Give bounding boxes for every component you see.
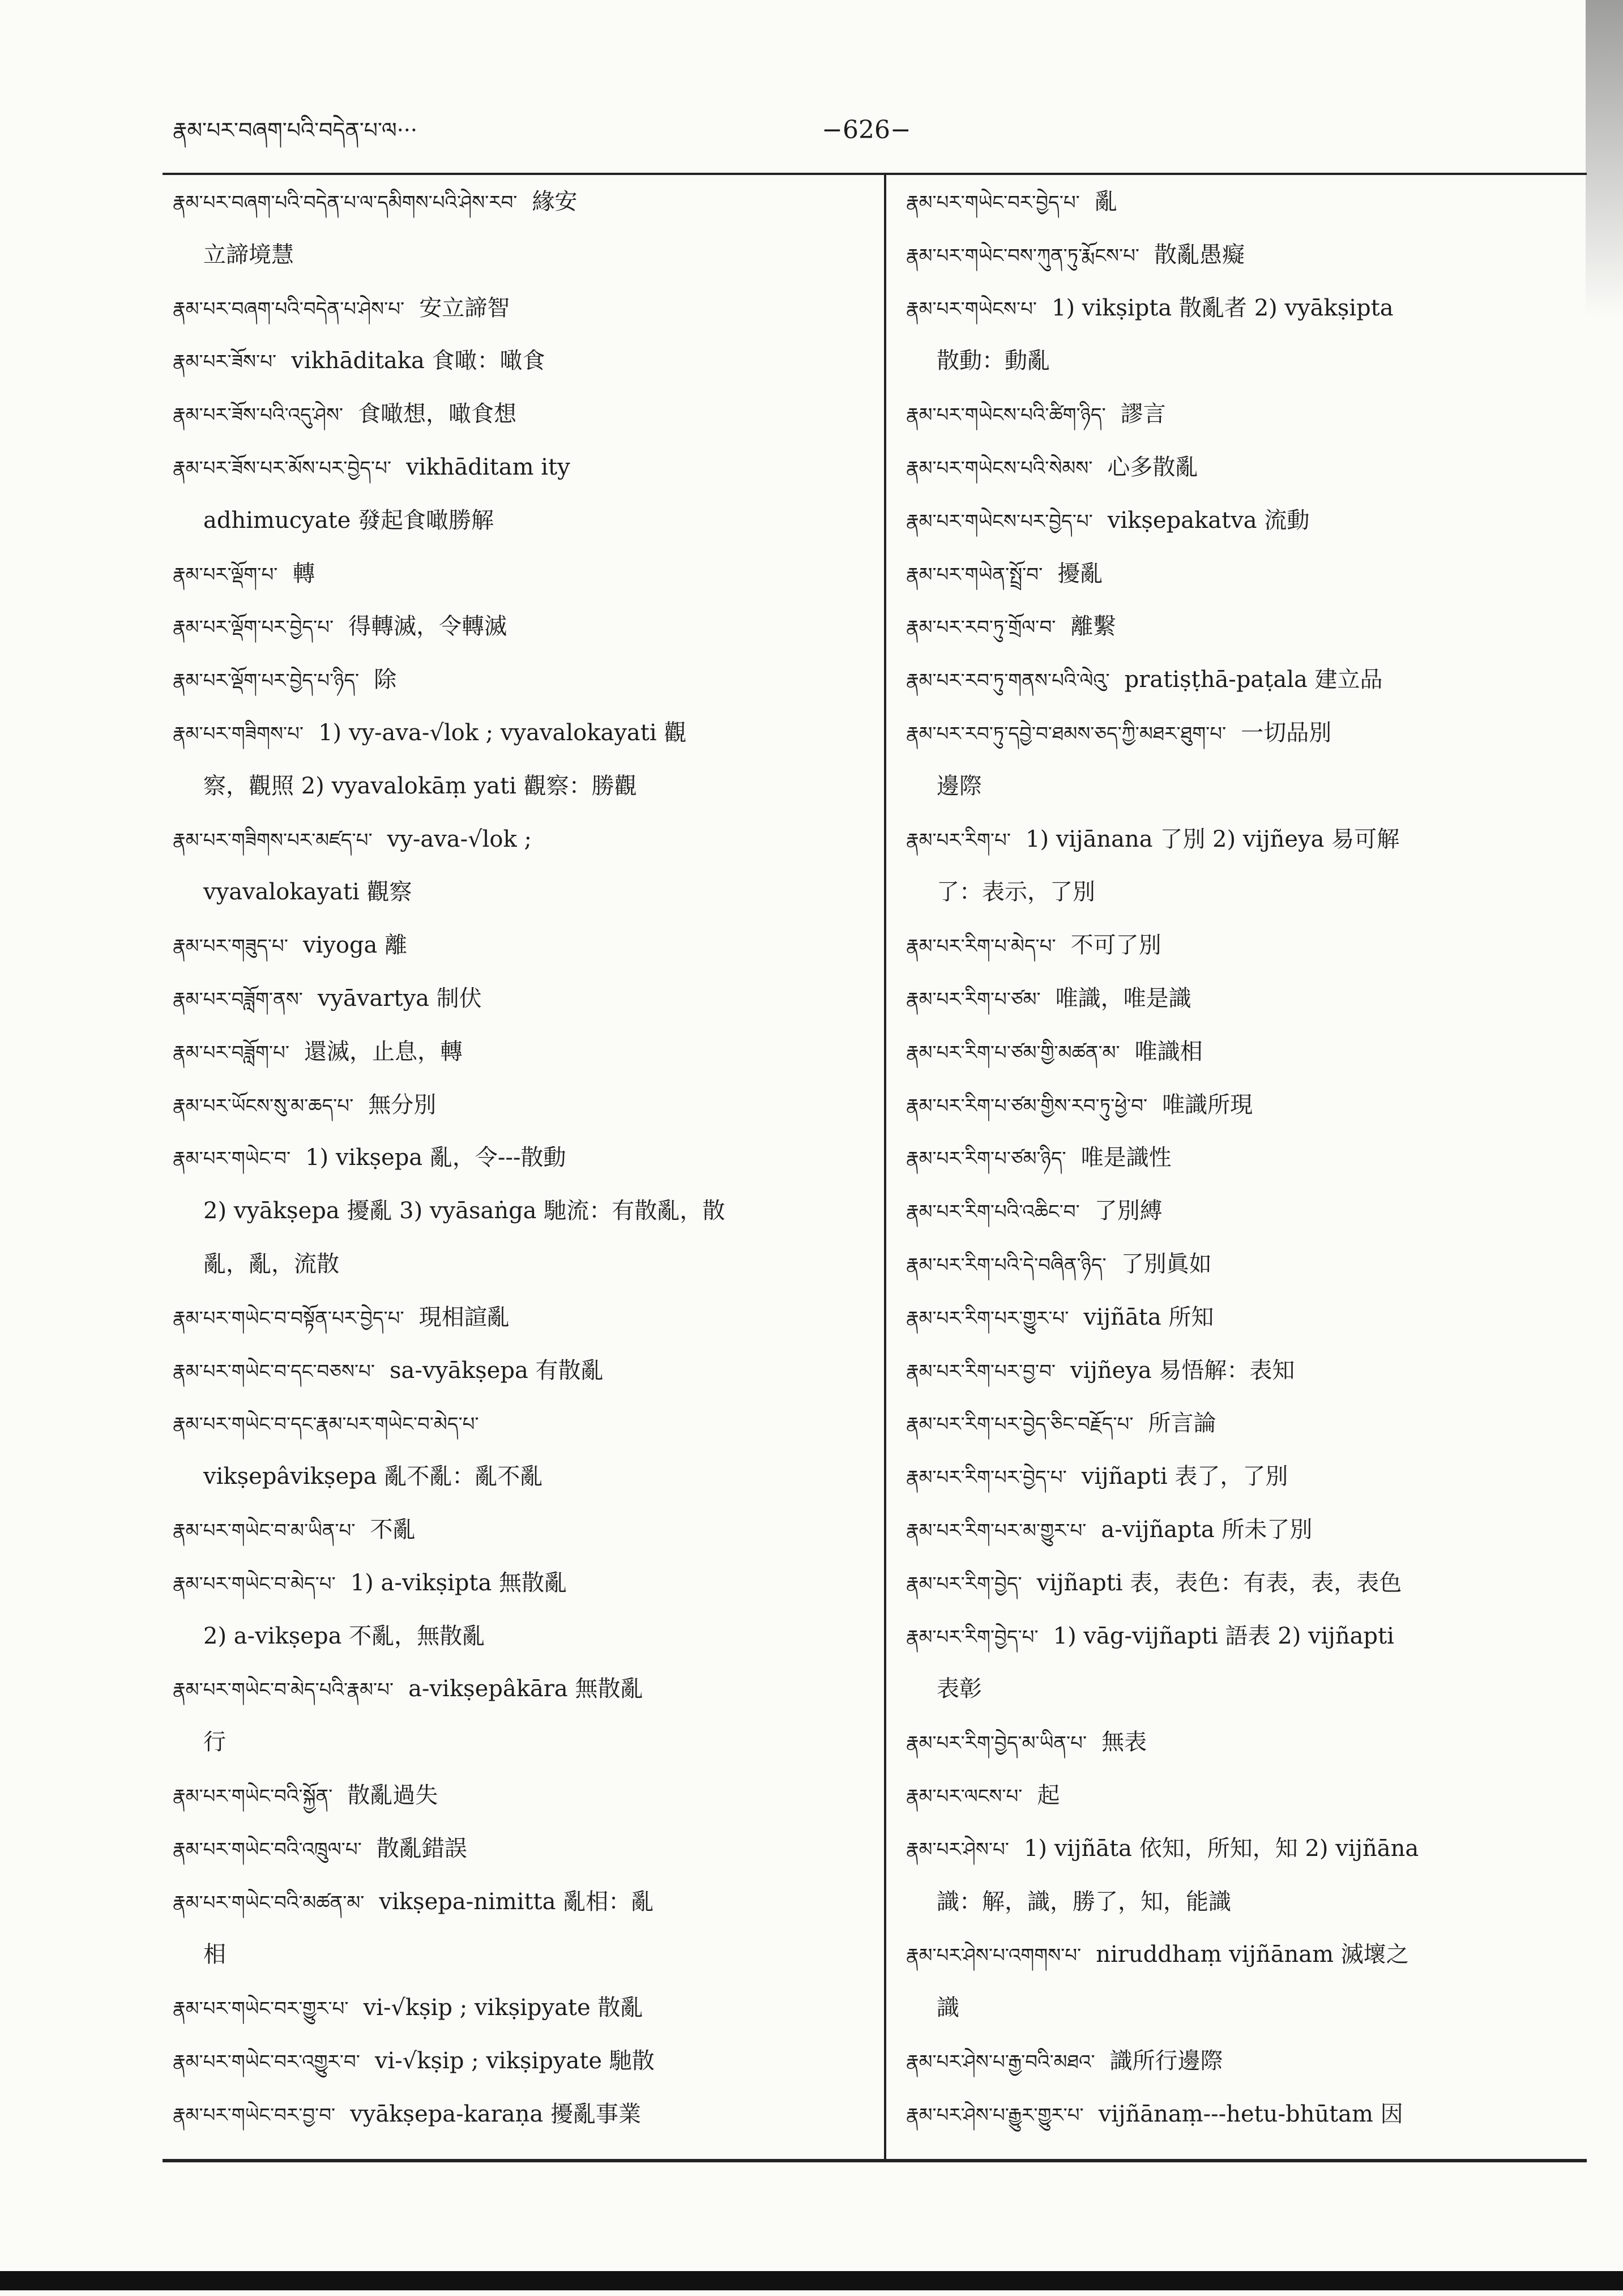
tibetan-headword: རྣམ་པར་གཡེང་བར་བྱ་བ་ xyxy=(173,2103,336,2127)
entry-line xyxy=(173,600,875,654)
tibetan-headword: རྣམ་པར་རིག་པ་མེད་པ་ xyxy=(906,935,1056,958)
entry-line xyxy=(173,2088,875,2141)
dictionary-entry xyxy=(906,1610,1580,1717)
entry-gloss-continuation: vyavalokayati 觀察 xyxy=(203,879,412,906)
entry-line xyxy=(906,1769,1580,1823)
tibetan-headword: རྣམ་པར་རིག་པ་ཙམ་གྱི་མཚན་མ་ xyxy=(906,1041,1120,1064)
entry-gloss: 唯識所現 xyxy=(1162,1091,1253,1118)
dictionary-entry xyxy=(173,1823,875,1876)
entry-gloss-continuation: 察，觀照 2) vyavalokāṃ yati 觀察：勝觀 xyxy=(203,773,637,799)
tibetan-headword: རྣམ་པར་རིག་བྱེད་པ་ xyxy=(906,1625,1039,1649)
entry-line xyxy=(173,282,875,335)
dictionary-entry xyxy=(906,1716,1580,1769)
footer-rule xyxy=(163,2159,1587,2162)
entry-gloss: 得轉滅，令轉滅 xyxy=(348,613,507,640)
entry-line xyxy=(906,919,1580,972)
tibetan-headword: རྣམ་པར་ཤེས་པ་འགགས་པ་ xyxy=(906,1944,1082,1968)
entry-line xyxy=(906,229,1580,282)
entry-gloss-continuation: vikṣepâvikṣepa 亂不亂：亂不亂 xyxy=(203,1463,543,1490)
dictionary-entry xyxy=(906,176,1580,229)
tibetan-headword: རྣམ་པར་རབ་ཏུ་དབྱེ་བ་ཐམས་ཅད་ཀྱི་མཐར་ཐུག་པ་ xyxy=(906,722,1227,745)
entry-line xyxy=(173,1982,875,2035)
dictionary-entry xyxy=(173,707,875,813)
entry-line xyxy=(173,1663,875,1716)
entry-line xyxy=(906,388,1580,441)
entry-gloss: sa-vyākṣepa 有散亂 xyxy=(389,1357,604,1384)
entry-line xyxy=(906,282,1580,335)
tibetan-headword: རྣམ་པར་གཡེངས་པའི་ཚིག་ཉིད་ xyxy=(906,404,1106,427)
tibetan-headword: རྣམ་པར་ལྡོག་པར་བྱེད་པ་ xyxy=(173,616,334,639)
entry-gloss: vijñeya 易悟解：表知 xyxy=(1070,1357,1295,1384)
dictionary-entry xyxy=(173,1769,875,1823)
entry-line xyxy=(906,1238,1580,1291)
tibetan-headword: རྣམ་པར་རིག་པ་ xyxy=(906,829,1011,852)
entry-line xyxy=(173,1079,875,1132)
entry-line xyxy=(173,1026,875,1079)
entry-line xyxy=(906,600,1580,654)
entry-line xyxy=(173,1557,875,1610)
entry-line xyxy=(173,813,875,867)
entry-gloss: 無表 xyxy=(1101,1729,1147,1756)
dictionary-entry xyxy=(173,548,875,601)
entry-line xyxy=(906,1610,1580,1663)
entry-gloss: vi-√kṣip ; vikṣipyate 馳散 xyxy=(374,2047,655,2074)
entry-line xyxy=(906,1132,1580,1185)
entry-line xyxy=(906,1557,1580,1610)
entry-gloss: vikṣepa-nimitta 亂相：亂 xyxy=(379,1888,654,1915)
entry-gloss-continuation: 邊際 xyxy=(937,773,982,799)
entry-gloss: a-vijñapta 所未了別 xyxy=(1101,1516,1313,1543)
entry-gloss: vikhāditam ity xyxy=(406,454,570,480)
entry-gloss: viyoga 離 xyxy=(302,932,408,959)
entry-gloss: 擾亂 xyxy=(1057,560,1103,587)
entry-gloss: niruddhaṃ vijñānam 滅壞之 xyxy=(1096,1941,1409,1968)
entry-line xyxy=(173,1397,875,1450)
entry-gloss: 除 xyxy=(374,667,397,693)
entry-line xyxy=(906,1716,1580,1769)
tibetan-headword: རྣམ་པར་གཡེང་བ་མ་ཡིན་པ་ xyxy=(173,1519,356,1542)
tibetan-headword: རྣམ་པར་གཡེང་བ་དང་རྣམ་པར་གཡེང་བ་མེད་པ་ xyxy=(173,1413,479,1436)
entry-line xyxy=(173,972,875,1026)
right-column xyxy=(906,176,1580,2142)
entry-line xyxy=(173,1504,875,1557)
entry-gloss: 所言論 xyxy=(1148,1410,1216,1437)
dictionary-entry xyxy=(906,1557,1580,1610)
entry-gloss-continuation: 了：表示，了別 xyxy=(937,879,1095,906)
entry-line xyxy=(173,176,875,229)
dictionary-entry xyxy=(906,1823,1580,1929)
entry-gloss: 起 xyxy=(1037,1782,1060,1808)
entry-line xyxy=(906,972,1580,1026)
dictionary-entry xyxy=(173,2088,875,2141)
entry-gloss: 謬言 xyxy=(1120,401,1166,428)
dictionary-entry xyxy=(173,1876,875,1982)
dictionary-entry xyxy=(173,1663,875,1769)
entry-gloss: 唯是識性 xyxy=(1080,1145,1172,1171)
tibetan-headword: རྣམ་པར་བཟློག་ནས་ xyxy=(173,988,303,1011)
entry-line xyxy=(906,1345,1580,1398)
entry-line xyxy=(906,813,1580,867)
entry-line xyxy=(906,707,1580,760)
entry-gloss: 1) vy-ava-√lok ; vyavalokayati 觀 xyxy=(318,719,687,746)
tibetan-headword: རྣམ་པར་གཡེང་བ་མེད་པའི་རྣམ་པ་ xyxy=(173,1679,394,1702)
dictionary-entry xyxy=(173,600,875,654)
dictionary-entry xyxy=(173,282,875,335)
tibetan-headword: རྣམ་པར་ཤེས་པ་ xyxy=(906,1838,1009,1861)
dictionary-entry xyxy=(173,1504,875,1557)
dictionary-entry xyxy=(906,1185,1580,1238)
entry-gloss-continuation: 散動：動亂 xyxy=(937,348,1050,374)
tibetan-headword: རྣམ་པར་གཡེན་སྤྲོ་བ་ xyxy=(906,563,1043,586)
tibetan-headword: རྣམ་པར་གཟིགས་པ་ xyxy=(173,722,304,745)
entry-gloss-continuation: adhimucyate 發起食噉勝解 xyxy=(203,507,494,534)
entry-line xyxy=(906,1291,1580,1345)
entry-gloss: 1) vijānana 了別 2) vijñeya 易可解 xyxy=(1026,826,1400,852)
running-head: རྣམ་པར་བཞག་པའི་བདེན་པ་ལ··· xyxy=(173,118,417,143)
entry-gloss: 還滅，止息，轉 xyxy=(304,1038,463,1065)
dictionary-entry xyxy=(173,1982,875,2035)
entry-gloss-continuation: 識 xyxy=(937,1995,959,2021)
entry-line xyxy=(173,335,875,388)
entry-line xyxy=(906,1450,1580,1504)
entry-line xyxy=(173,388,875,441)
dictionary-entry xyxy=(906,282,1580,389)
dictionary-entry xyxy=(906,1450,1580,1504)
entry-gloss: 散亂錯誤 xyxy=(376,1835,467,1862)
page-number: −626− xyxy=(822,116,911,144)
entry-gloss-continuation: 表彰 xyxy=(937,1676,982,1702)
entry-gloss: vikhāditaka 食噉：噉食 xyxy=(291,348,545,374)
entry-line xyxy=(173,707,875,760)
dictionary-entry xyxy=(173,1026,875,1079)
dictionary-entry xyxy=(173,654,875,707)
tibetan-headword: རྣམ་པར་ཟོས་པ་ xyxy=(173,351,277,374)
entry-gloss: 散亂過失 xyxy=(347,1782,438,1808)
dictionary-entry xyxy=(906,1026,1580,1079)
entry-line xyxy=(173,2035,875,2088)
entry-line xyxy=(906,654,1580,707)
tibetan-headword: རྣམ་པར་རིག་པ་ཙམ་ཉིད་ xyxy=(906,1147,1066,1171)
entry-gloss: 1) vāg-vijñapti 語表 2) vijñapti xyxy=(1053,1623,1394,1649)
entry-line xyxy=(906,1397,1580,1450)
dictionary-entry xyxy=(906,1238,1580,1291)
tibetan-headword: རྣམ་པར་ཟོས་པའི་འདུ་ཤེས་ xyxy=(173,404,344,427)
tibetan-headword: རྣམ་པར་བཞག་པའི་བདེན་པ་ཤེས་པ་ xyxy=(173,297,405,321)
dictionary-entry xyxy=(906,707,1580,813)
tibetan-headword: རྣམ་པར་གཡེང་བ་དང་བཅས་པ་ xyxy=(173,1360,375,1383)
dictionary-entry xyxy=(906,1132,1580,1185)
dictionary-entry xyxy=(906,600,1580,654)
dictionary-entry xyxy=(906,2035,1580,2088)
dictionary-entry xyxy=(906,972,1580,1026)
entry-line xyxy=(906,1823,1580,1876)
entry-gloss-continuation: 相 xyxy=(203,1941,226,1968)
entry-gloss: vijñapti 表了，了別 xyxy=(1081,1463,1288,1490)
tibetan-headword: རྣམ་པར་རབ་ཏུ་གྲོལ་བ་ xyxy=(906,616,1056,639)
dictionary-entry xyxy=(173,1557,875,1663)
tibetan-headword: རྣམ་པར་རིག་པར་བྱེད་པ་ xyxy=(906,1466,1067,1490)
tibetan-headword: རྣམ་པར་གཡེང་བ་བསྟོན་པར་བྱེད་པ་ xyxy=(173,1307,404,1330)
entry-gloss: vyāvartya 制伏 xyxy=(317,985,482,1012)
entry-line xyxy=(906,2088,1580,2141)
dictionary-entry xyxy=(906,1504,1580,1557)
entry-gloss: vikṣepakatva 流動 xyxy=(1107,507,1310,534)
entry-gloss: vijñapti 表，表色：有表，表，表色 xyxy=(1036,1569,1402,1596)
entry-gloss: 心多散亂 xyxy=(1107,454,1198,480)
tibetan-headword: རྣམ་པར་གཡེངས་པའི་སེམས་ xyxy=(906,456,1093,480)
tibetan-headword: རྣམ་པར་ལྡོག་པར་བྱེད་པ་ཉིད་ xyxy=(173,669,360,693)
entry-gloss: 離繫 xyxy=(1070,613,1116,640)
entry-line xyxy=(906,1079,1580,1132)
dictionary-entry xyxy=(173,1291,875,1345)
entry-gloss: 緣安 xyxy=(532,189,578,215)
dictionary-entry xyxy=(173,441,875,548)
dictionary-entry xyxy=(173,972,875,1026)
tibetan-headword: རྣམ་པར་གཡེངས་པར་བྱེད་པ་ xyxy=(906,510,1093,533)
dictionary-entry xyxy=(173,1345,875,1398)
tibetan-headword: རྣམ་པར་གཡེང་བའི་འཁྲུལ་པ་ xyxy=(173,1838,362,1861)
dictionary-entry xyxy=(173,2035,875,2088)
tibetan-headword: རྣམ་པར་གཡེང་བའི་མཚན་མ་ xyxy=(173,1891,365,1914)
entry-line xyxy=(906,441,1580,494)
entry-gloss: 不可了別 xyxy=(1070,932,1161,959)
entry-gloss-continuation: 立諦境慧 xyxy=(203,241,294,268)
dictionary-entry xyxy=(906,494,1580,548)
dictionary-entry xyxy=(906,548,1580,601)
tibetan-headword: རྣམ་པར་གཡེང་བ་ xyxy=(173,1147,291,1171)
tibetan-headword: རྣམ་པར་རིག་པར་བྱེད་ཅིང་བརྗོད་པ་ xyxy=(906,1413,1134,1436)
entry-line xyxy=(906,1026,1580,1079)
tibetan-headword: རྣམ་པར་རབ་ཏུ་གནས་པའི་ལེའུ་ xyxy=(906,669,1110,693)
tibetan-headword: རྣམ་པར་རིག་བྱེད་ xyxy=(906,1572,1022,1595)
entry-line xyxy=(173,1823,875,1876)
entry-gloss: 唯識相 xyxy=(1134,1038,1203,1065)
dictionary-entry xyxy=(173,388,875,441)
entry-gloss: pratiṣṭhā-paṭala 建立品 xyxy=(1124,667,1383,693)
entry-line xyxy=(173,1291,875,1345)
entry-gloss: 不亂 xyxy=(370,1516,416,1543)
entry-line xyxy=(906,1928,1580,1982)
dictionary-entry xyxy=(906,441,1580,494)
tibetan-headword: རྣམ་པར་ཤེས་པ་རྒྱུར་གྱུར་པ་ xyxy=(906,2103,1084,2127)
scan-edge-bar xyxy=(0,2271,1623,2290)
dictionary-entry xyxy=(906,1397,1580,1450)
tibetan-headword: རྣམ་པར་གཟུད་པ་ xyxy=(173,935,288,958)
dictionary-entry xyxy=(906,1769,1580,1823)
tibetan-headword: རྣམ་པར་རིག་པ་ཙམ་གྱིས་རབ་ཏུ་ཕྱེ་བ་ xyxy=(906,1094,1148,1117)
entry-gloss: 安立諦智 xyxy=(419,295,510,321)
entry-gloss: 散亂愚癡 xyxy=(1154,241,1245,268)
dictionary-entry xyxy=(906,919,1580,972)
entry-gloss: vijñānaṃ---hetu-bhūtam 因 xyxy=(1098,2101,1403,2127)
dictionary-entry xyxy=(173,1079,875,1132)
dictionary-entry xyxy=(906,229,1580,282)
tibetan-headword: རྣམ་པར་རིག་པར་མ་གྱུར་པ་ xyxy=(906,1519,1087,1542)
entry-gloss: 一切品別 xyxy=(1241,719,1332,746)
tibetan-headword: རྣམ་པར་གཡེང་བར་འགྱུར་བ་ xyxy=(173,2050,360,2073)
tibetan-headword: རྣམ་པར་ཟོས་པར་མོས་པར་བྱེད་པ་ xyxy=(173,456,392,480)
entry-gloss: 識所行邊際 xyxy=(1109,2047,1223,2074)
tibetan-headword: རྣམ་པར་གཡེང་བ་མེད་པ་ xyxy=(173,1572,336,1595)
tibetan-headword: རྣམ་པར་ཡོངས་སུ་མ་ཆད་པ་ xyxy=(173,1094,354,1117)
entry-gloss: 了別縛 xyxy=(1094,1198,1163,1224)
tibetan-headword: རྣམ་པར་ཤེས་པ་རྒྱ་བའི་མཐའ་ xyxy=(906,2050,1095,2073)
entry-line xyxy=(173,1132,875,1185)
entry-gloss: 1) a-vikṣipta 無散亂 xyxy=(350,1569,567,1596)
entry-gloss: 轉 xyxy=(292,560,315,587)
tibetan-headword: རྣམ་པར་རིག་བྱེད་མ་ཡིན་པ་ xyxy=(906,1732,1087,1755)
entry-gloss: vyākṣepa-karaṇa 擾亂事業 xyxy=(350,2101,641,2127)
dictionary-entry xyxy=(173,1397,875,1504)
dictionary-entry xyxy=(173,176,875,282)
entry-gloss-continuation: 2) a-vikṣepa 不亂，無散亂 xyxy=(203,1623,485,1649)
entry-gloss: vy-ava-√lok ; xyxy=(387,826,532,852)
entry-gloss: 1) vikṣipta 散亂者 2) vyākṣipta xyxy=(1052,295,1394,321)
left-column xyxy=(173,176,875,2142)
tibetan-headword: རྣམ་པར་རིག་པའི་འཆིང་བ་ xyxy=(906,1201,1080,1224)
entry-line xyxy=(906,548,1580,601)
tibetan-headword: རྣམ་པར་གཡེང་བས་ཀུན་ཏུ་རྨོངས་པ་ xyxy=(906,244,1140,267)
tibetan-headword: རྣམ་པར་གཡེང་བར་བྱེད་པ་ xyxy=(906,191,1080,214)
entry-gloss: 1) vijñāta 依知，所知，知 2) vijñāna xyxy=(1023,1835,1419,1862)
tibetan-headword: རྣམ་པར་བཟློག་པ་ xyxy=(173,1041,289,1064)
entry-line xyxy=(173,548,875,601)
dictionary-entry xyxy=(173,335,875,388)
tibetan-headword: རྣམ་པར་རིག་པའི་དེ་བཞིན་ཉིད་ xyxy=(906,1253,1107,1277)
entry-gloss: 唯識，唯是識 xyxy=(1055,985,1191,1012)
entry-line xyxy=(173,919,875,972)
tibetan-headword: རྣམ་པར་གཡེང་བར་གྱུར་པ་ xyxy=(173,1998,349,2021)
entry-line xyxy=(906,1185,1580,1238)
entry-line xyxy=(906,1504,1580,1557)
dictionary-entry xyxy=(906,1345,1580,1398)
entry-gloss: vi-√kṣip ; vikṣipyate 散亂 xyxy=(363,1995,643,2021)
dictionary-entry xyxy=(906,654,1580,707)
header-rule xyxy=(163,173,1587,175)
entry-gloss: 了別眞如 xyxy=(1121,1251,1212,1277)
entry-gloss-continuation: 識：解，識，勝了，知，能識 xyxy=(937,1888,1231,1915)
tibetan-headword: རྣམ་པར་ལངས་པ་ xyxy=(906,1785,1023,1808)
dictionary-entry xyxy=(906,813,1580,920)
entry-gloss-continuation: 2) vyākṣepa 擾亂 3) vyāsaṅga 馳流：有散亂，散 xyxy=(203,1198,725,1224)
entry-line xyxy=(173,654,875,707)
entry-gloss: 現相諠亂 xyxy=(418,1304,510,1330)
tibetan-headword: རྣམ་པར་བཞག་པའི་བདེན་པ་ལ་དམིགས་པའི་ཤེས་རབ་ xyxy=(173,191,518,214)
entry-line xyxy=(906,494,1580,548)
entry-line xyxy=(173,441,875,494)
entry-gloss: 食噉想，噉食想 xyxy=(358,401,517,428)
column-divider xyxy=(884,173,886,2161)
tibetan-headword: རྣམ་པར་རིག་པར་བྱ་བ་ xyxy=(906,1360,1056,1383)
tibetan-headword: རྣམ་པར་ལྡོག་པ་ xyxy=(173,563,278,586)
entry-gloss: 亂 xyxy=(1094,189,1117,215)
tibetan-headword: རྣམ་པར་གཟིགས་པར་མཛད་པ་ xyxy=(173,829,373,852)
tibetan-headword: རྣམ་པར་གཡེང་བའི་སྐྱོན་ xyxy=(173,1785,333,1808)
entry-line xyxy=(173,1876,875,1929)
entry-gloss-continuation: 行 xyxy=(203,1729,226,1756)
entry-line xyxy=(906,176,1580,229)
dictionary-entry xyxy=(906,1928,1580,2035)
tibetan-headword: རྣམ་པར་གཡེངས་པ་ xyxy=(906,297,1037,321)
entry-gloss: vijñāta 所知 xyxy=(1083,1304,1214,1330)
entry-line xyxy=(906,2035,1580,2088)
dictionary-entry xyxy=(906,388,1580,441)
tibetan-headword: རྣམ་པར་རིག་པར་གྱུར་པ་ xyxy=(906,1307,1069,1330)
dictionary-entry xyxy=(906,1079,1580,1132)
entry-gloss: a-vikṣepâkāra 無散亂 xyxy=(408,1676,643,1702)
dictionary-entry xyxy=(906,1291,1580,1345)
entry-gloss-continuation: 亂，亂，流散 xyxy=(203,1251,339,1277)
tibetan-headword: རྣམ་པར་རིག་པ་ཙམ་ xyxy=(906,988,1041,1011)
dictionary-entry xyxy=(173,1132,875,1291)
entry-line xyxy=(173,1769,875,1823)
scan-edge-shadow xyxy=(1586,0,1623,317)
entry-line xyxy=(173,1345,875,1398)
dictionary-entry xyxy=(173,813,875,920)
entry-gloss: 1) vikṣepa 亂，令---散動 xyxy=(305,1145,566,1171)
dictionary-entry xyxy=(906,2088,1580,2141)
entry-gloss: 無分別 xyxy=(368,1091,437,1118)
dictionary-entry xyxy=(173,919,875,972)
